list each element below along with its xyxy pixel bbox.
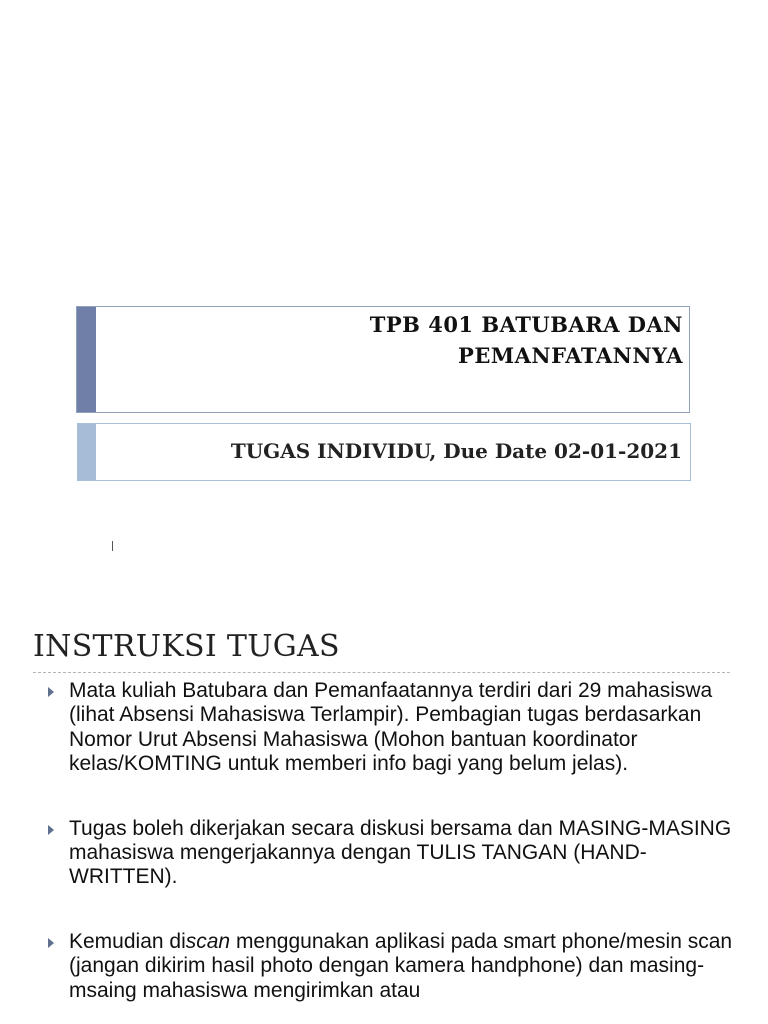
list-item-text — [69, 930, 732, 1002]
list-item — [48, 930, 738, 1003]
slide-subtitle: TUGAS INDIVIDU, Due Date 02-01-2021 — [230, 439, 682, 463]
list-item — [48, 817, 738, 890]
text-cursor-mark — [112, 541, 113, 551]
subtitle-accent-bar — [78, 424, 96, 480]
triangle-bullet-icon — [48, 825, 54, 835]
slide-title-line-1: TPB 401 BATUBARA DAN — [369, 312, 683, 337]
list-item-text-start: Kemudian di — [69, 929, 186, 953]
slide-title — [123, 309, 683, 371]
section-heading: INSTRUKSI TUGAS — [33, 629, 340, 664]
heading-divider — [33, 672, 730, 673]
list-item-text-italic: scan — [185, 929, 231, 953]
triangle-bullet-icon — [48, 687, 54, 697]
title-box — [76, 306, 690, 413]
list-item-text-end: menggunakan aplikasi pada smart phone/mesin scan (jangan dikirim hasil photo dengan kamera handphone) dan masing-msaing mahasiswa mengirimkan atau — [69, 929, 733, 1002]
triangle-bullet-icon — [48, 938, 54, 948]
list-item-text: Mata kuliah Batubara dan Pemanfaatannya terdiri dari 29 mahasiswa (lihat Absensi Mahasiswa Terlampir). Pembagian tugas berdasarkan Nomor Urut Absensi Mahasiswa (Mohon bantuan koordinator kelas/KOMTING untuk memberi info bagi yang belum jelas). — [69, 679, 713, 776]
slide-title-line-2: PEMANFATANNYA — [458, 343, 683, 368]
list-item-text: Tugas boleh dikerjakan secara diskusi bersama dan MASING-MASING mahasiswa mengerjakannya dengan TULIS TANGAN (HAND-WRITTEN). — [69, 816, 732, 889]
title-accent-bar — [77, 307, 96, 412]
list-item — [48, 679, 738, 777]
instruction-list — [48, 679, 738, 1003]
subtitle-box — [77, 423, 691, 481]
